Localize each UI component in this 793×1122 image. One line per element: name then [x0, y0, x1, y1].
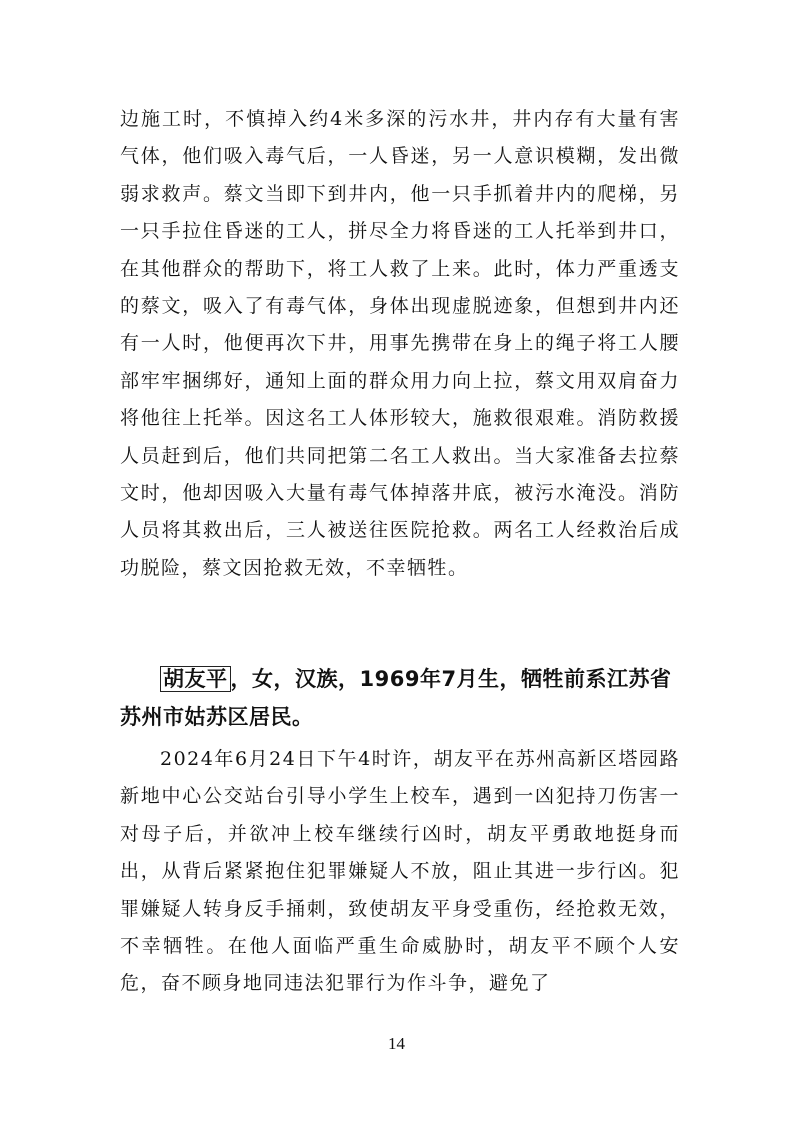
page-number: 14 — [388, 1034, 405, 1053]
profile-details: ，女，汉族，1969年7月生，牺牲前系江苏省苏州市姑苏区居民。 — [120, 667, 672, 729]
story-paragraph-huyouping: 2024年6月24日下午4时许，胡友平在苏州高新区塔园路新地中心公交站台引导小学生上校车，遇到一凶犯持刀伤害一对母子后，并欲冲上校车继续行凶时，胡友平勇敢地挺身而出，从背后紧紧抱住犯罪嫌疑人不放，阻止其进一步行凶。犯罪嫌疑人转身反手捅刺，致使胡友平身受重伤，经抢救无效，不幸牺牲。在他人面临严重生命威胁时，胡友平不顾个人安危，奋不顾身地同违法犯罪行为作斗争，避免了 — [120, 748, 680, 995]
highlighted-name: 胡友平 — [160, 666, 231, 692]
profile-heading — [120, 660, 685, 736]
story-paragraph-caiwen: 边施工时，不慎掉入约4米多深的污水井，井内存有大量有害气体，他们吸入毒气后，一人昏迷，另一人意识模糊，发出微弱求救声。蔡文当即下到井内，他一只手抓着井内的爬梯，另一只手拉住昏迷的工人，拼尽全力将昏迷的工人托举到井口，在其他群众的帮助下，将工人救了上来。此时，体力严重透支的蔡文，吸入了有毒气体，身体出现虚脱迹象，但想到井内还有一人时，他便再次下井，用事先携带在身上的绳子将工人腰部牢牢捆绑好，通知上面的群众用力向上拉，蔡文用双肩奋力将他往上托举。因这名工人体形较大，施救很艰难。消防救援人员赶到后，他们共同把第二名工人救出。当大家准备去拉蔡文时，他却因吸入大量有毒气体掉落井底，被污水淹没。消防人员将其救出后，三人被送往医院抢救。两名工人经救治后成功脱险，蔡文因抢救无效，不幸牺牲。 — [120, 108, 680, 579]
